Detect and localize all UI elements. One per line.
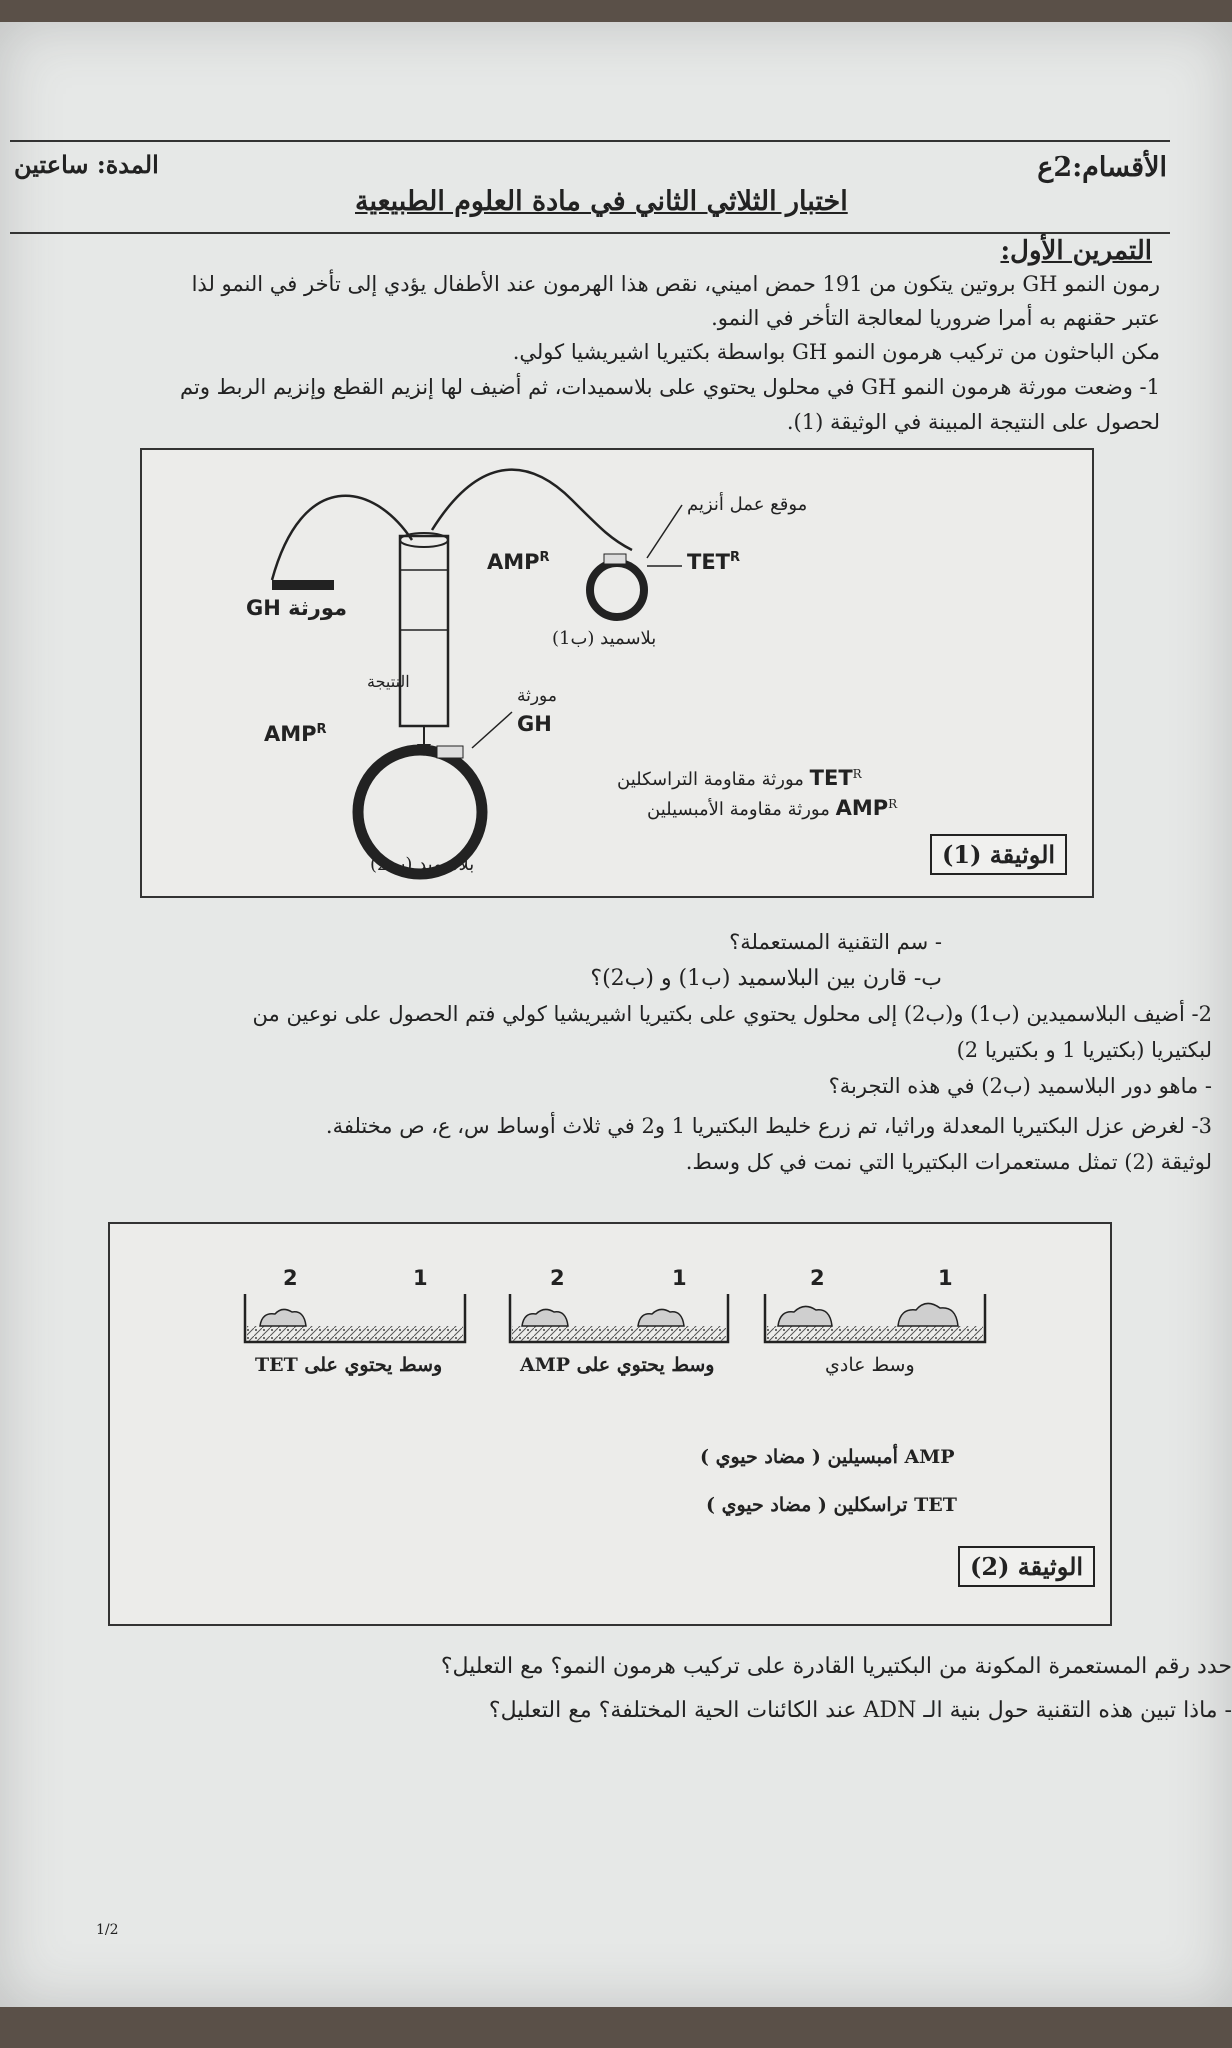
dish-normal [765, 1294, 985, 1342]
amp-r-label-2: $AMP^R$ [264, 722, 327, 746]
document-1-diagram [142, 450, 1092, 896]
gh-gene2-label-b: GH [517, 712, 552, 736]
question-1a: - سم التقنية المستعملة؟ [729, 930, 942, 954]
legend-amp-row: مورثة مقاومة الأمبسيلين $AMP^R$ [647, 796, 898, 820]
document-2-box [108, 1222, 1112, 1626]
dish-tet [245, 1294, 465, 1342]
dish-normal-label: وسط عادي [825, 1354, 915, 1376]
intro-line-5: لحصول على النتيجة المبينة في الوثيقة (1). [786, 410, 1160, 434]
sections-label: الأقسام:2ع [1037, 152, 1167, 183]
intro-line-3: مكن الباحثون من تركيب هرمون النمو GH بواسطة بكتيريا اشيريشيا كولي. [512, 340, 1160, 364]
legend-tet: TET تراسكلين ( مضاد حيوي ) [706, 1494, 957, 1516]
dish-tet-colony-2 [260, 1309, 306, 1326]
test-tube [400, 536, 448, 726]
dish-amp-num-1: 1 [672, 1266, 687, 1290]
dish-normal-num-2: 2 [810, 1266, 825, 1290]
dna-strand-curve-2 [432, 470, 632, 550]
question-2-ask: - ماهو دور البلاسميد (ب2) في هذه التجربة؟ [828, 1074, 1212, 1098]
result-label: النتيجة [367, 672, 410, 691]
gh-gene-bar [272, 580, 334, 590]
plasmid-1-label: بلاسميد (ب1) [552, 628, 657, 649]
dish-tet-num-1: 1 [413, 1266, 428, 1290]
enzyme-site-pointer [647, 505, 682, 558]
dish-normal-num-1: 1 [938, 1266, 953, 1290]
question-4: حدد رقم المستعمرة المكونة من البكتيريا القادرة على تركيب هرمون النمو؟ مع التعليل؟ [440, 1654, 1232, 1679]
legend-tet-row: مورثة مقاومة التراسكلين $TET^R$ [617, 766, 862, 790]
plasmid-1-ring [590, 563, 644, 617]
exam-paper [0, 22, 1232, 2007]
dish-amp-colony-1 [638, 1309, 684, 1326]
dish-amp-colony-2 [522, 1309, 568, 1326]
document-2-caption: الوثيقة (2) [958, 1546, 1095, 1587]
page-number: 1/2 [96, 1922, 119, 1938]
question-3-line-2: لوثيقة (2) تمثل مستعمرات البكتيريا التي نمت في كل وسط. [685, 1150, 1212, 1174]
dish-normal-colony-2 [778, 1306, 832, 1326]
gh-gene-label: مورثة GH [246, 596, 348, 620]
enzyme-site-label: موقع عمل أنزيم [687, 494, 808, 515]
question-1b: ب- قارن بين البلاسميد (ب1) و (ب2)؟ [590, 966, 942, 991]
question-2-line-2: لبكتيريا (بكتيريا 1 و بكتيريا 2) [956, 1038, 1212, 1062]
exercise-heading: التمرين الأول: [1000, 236, 1152, 266]
gh-gene2-pointer [472, 712, 512, 748]
dish-amp [510, 1294, 728, 1342]
question-2-line-1: 2- أضيف البلاسميدين (ب1) و(ب2) إلى محلول يحتوي على بكتيريا اشيريشيا كولي فتم الحصول على نوعين من [252, 1002, 1212, 1026]
legend-amp: AMP أمبسيلين ( مضاد حيوي ) [700, 1446, 955, 1468]
intro-line-4: 1- وضعت مورثة هرمون النمو GH في محلول يحتوي على بلاسميدات، ثم أضيف لها إنزيم القطع وإنزيم الربط وتم [180, 375, 1160, 399]
dish-tet-num-2: 2 [283, 1266, 298, 1290]
amp-r-label-1: $AMP^R$ [487, 550, 550, 574]
dish-normal-colony-1 [898, 1303, 958, 1326]
header-top-rule [10, 140, 1170, 142]
plasmid-2-label: بلاسميد (ب2) [370, 854, 475, 875]
question-3-line-1: 3- لغرض عزل البكتيريا المعدلة وراثيا، تم زرع خليط البكتيريا 1 و2 في ثلاث أوساط س، ع، ص مختلفة. [325, 1114, 1212, 1138]
question-5: - ماذا تبين هذه التقنية حول بنية الـ ADN عند الكائنات الحية المختلفة؟ مع التعليل؟ [488, 1698, 1232, 1723]
document-1-caption: الوثيقة (1) [930, 834, 1067, 875]
gh-gene2-label-a: مورثة [517, 686, 557, 706]
header-bottom-rule [10, 232, 1170, 234]
document-1-box [140, 448, 1094, 898]
exam-title: اختبار الثلاثي الثاني في مادة العلوم الطبيعية [355, 186, 848, 217]
duration-label: المدة: ساعتين [14, 150, 159, 179]
dna-strand-curve [272, 496, 412, 580]
dish-tet-label: وسط يحتوي على TET [255, 1354, 443, 1376]
dish-amp-num-2: 2 [550, 1266, 565, 1290]
dish-amp-label: وسط يحتوي على AMP [520, 1354, 715, 1376]
intro-line-1: رمون النمو GH بروتين يتكون من 191 حمض اميني، نقص هذا الهرمون عند الأطفال يؤدي إلى تأخر في النمو لذا [191, 272, 1160, 296]
tet-r-label-1: $TET^R$ [687, 550, 741, 574]
enzyme-site-marker [604, 554, 626, 564]
gh-insert-marker [437, 746, 463, 758]
intro-line-2: عتبر حقنهم به أمرا ضروريا لمعالجة التأخر في النمو. [711, 306, 1160, 330]
